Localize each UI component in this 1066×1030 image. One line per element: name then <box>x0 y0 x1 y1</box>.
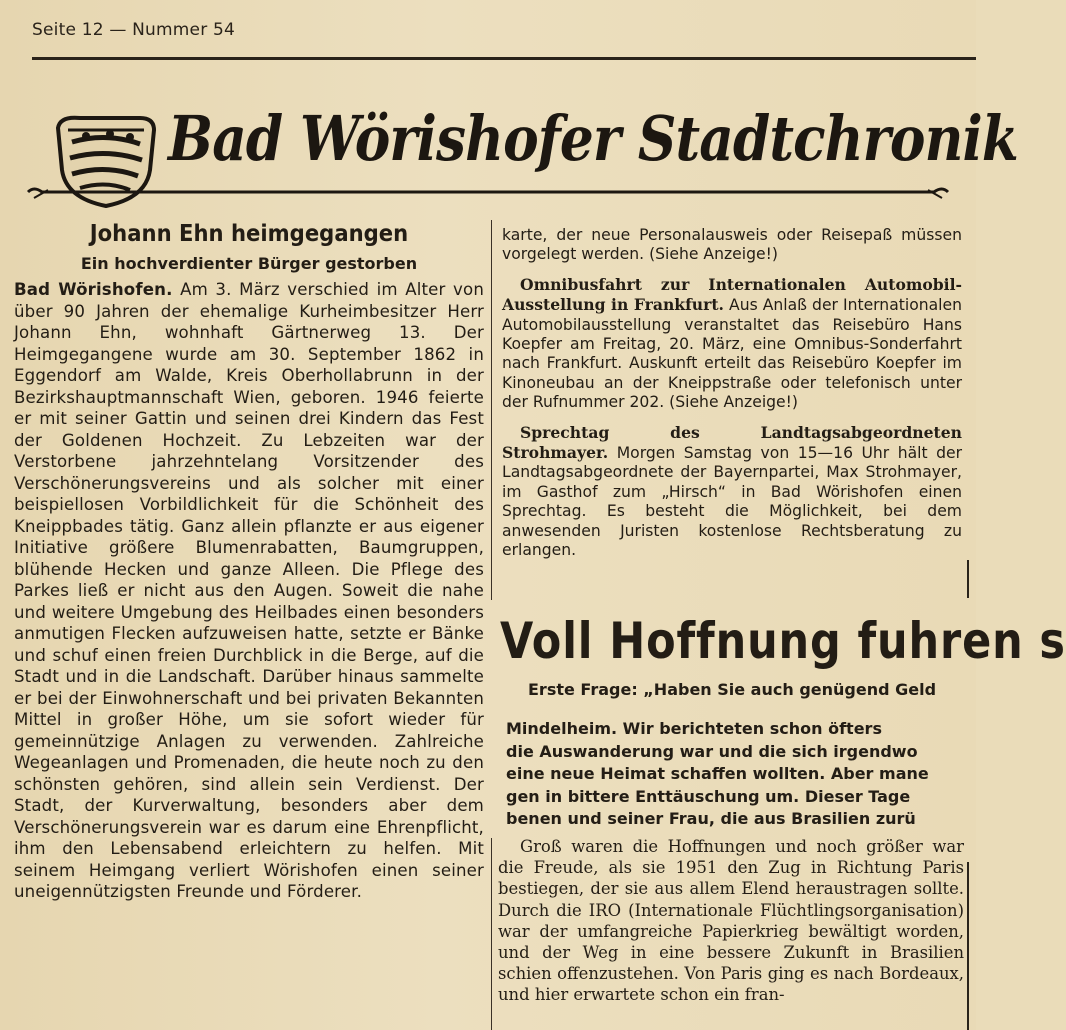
notice-bus-trip-heading: Omnibusfahrt zur Internationalen Automobil-Ausstellung in Frankfurt. <box>502 274 962 315</box>
notice-consultation-day <box>502 423 962 561</box>
masthead <box>28 100 1019 210</box>
article-body <box>14 279 484 903</box>
column-edge-rule <box>967 560 969 598</box>
article-dateline: Bad Wörishofen. <box>14 280 173 299</box>
article-subheadline: Ein hochverdienter Bürger gestorben <box>80 254 418 273</box>
notice-consultation-body: Morgen Samstag von 15—16 Uhr hält der Landtagsabgeordnete der Bayernpartei, Max Strohmayer, im Gasthof zum „Hirsch“ in Bad Wörishofen einen Sprechtag. Es besteht die Möglichkeit, bei dem anwesenden Juristen kostenlose Rechtsberatung zu erlangen. <box>502 444 962 560</box>
article-body-text: Am 3. März verschied im Alter von über 90 Jahren der ehemalige Kurheimbesitzer Herr Johann Ehn, wohnhaft Gärtnerweg 13. Der Heimgegangene wurde am 30. September 1862 in Eggendorf am Walde, Kreis Oberhollabrunn in der Bezirkshauptmannschaft Wien, geboren. 1946 feierte er mit seiner Gattin und seinen drei Kindern das Fest der Goldenen Hochzeit. Zu Lebzeiten war der Verstorbene jahrzehntelang Vorsitzender des Verschönerungsvereins und als solcher mit einer beispiellosen Vorbildlichkeit für die Schönheit des Kneippbades tätig. Ganz allein pflanzte er aus eigener Initiative größere Blumenrabatten, Baumgruppen, blühende Hecken und ganze Alleen. Die Pflege des Parkes ließ er nicht aus den Augen. Soweit die nahe und weitere Umgebung des Heilbades einen besonders anmutigen Flecken aufzuweisen hatte, setzte er Bänke und schuf einen freien Durchblick in die Berge, auf die Stadt und in die Landschaft. Darüber hinaus sammelte er bei der Einwohnerschaft und bei privaten Bekannten Mittel in großer Höhe, um sie sofort wieder für gemeinnützige Anlagen zu verwenden. Zahlreiche Wegeanlagen und Promenaden, die heute noch zu den schönsten gehören, sind allein sein Verdienst. Der Stadt, der Kurverwaltung, besonders aber dem Verschönerungsverein war es darum eine Ehrenpflicht, ihm den Lebensabend erleichtern zu helfen. Mit seinem Heimgang verliert Wörishofen einen seiner uneigennützigsten Freunde und Förderer. <box>14 280 484 901</box>
lede-line: die Auswanderung war und die sich irgendwo <box>506 741 918 761</box>
column-divider-lower <box>491 838 492 1030</box>
notice-consultation-heading: Sprechtag des Landtagsabgeordneten Strohmayer. <box>502 422 962 463</box>
article-headline: Johann Ehn heimgegangen <box>89 221 409 247</box>
lede-line: eine neue Heimat schaffen wollten. Aber mane <box>506 764 929 783</box>
second-article-lede <box>506 718 1006 831</box>
lede-line: benen und seiner Frau, die aus Brasilien zurü <box>506 809 916 828</box>
page-number-header: Seite 12 — Nummer 54 <box>32 20 236 40</box>
right-column-notices <box>502 226 962 561</box>
continuation-text: karte, der neue Personalausweis oder Reisepaß müssen vorgelegt werden. (Siehe Anzeige!) <box>502 226 962 264</box>
column-edge-rule-lower <box>967 862 969 1030</box>
lede-line: gen in bittere Enttäuschung um. Dieser Tage <box>506 786 911 806</box>
second-article-paragraph: Groß waren die Hoffnungen und noch größer war die Freude, als sie 1951 den Zug in Richtung Paris bestiegen, der sie aus allem Elend heraustragen sollte. Durch die IRO (Internationale Flüchtlingsorganisation) war der umfangreiche Papierkrieg bewältigt worden, und der Weg in eine bessere Zukunft in Brasilien schien offenzustehen. Von Paris ging es nach Bordeaux, und hier erwartete schon ein fran- <box>498 837 964 1005</box>
notice-bus-trip <box>502 275 962 413</box>
notice-bus-trip-body: Aus Anlaß der Internationalen Automobilausstellung veranstaltet das Reisebüro Hans Koepfer am Freitag, 20. März, eine Omnibus-Sonderfahrt nach Frankfurt. Auskunft erteilt das Reisebüro Koepfer im Kinoneubau an der Kneippstraße oder telefonisch unter der Rufnummer 202. (Siehe Anzeige!) <box>502 296 962 412</box>
masthead-ornament-rule <box>28 182 948 204</box>
second-article-headline: Voll Hoffnung fuhren s <box>500 612 1066 670</box>
second-article-question: Erste Frage: „Haben Sie auch genügend Geld <box>528 680 937 699</box>
header-rule <box>32 57 976 60</box>
left-column-article <box>14 220 484 903</box>
masthead-title: Bad Wörishofer Stadtchronik <box>168 102 1019 175</box>
second-article-body <box>498 836 964 1006</box>
column-divider <box>491 220 492 600</box>
lede-line: Mindelheim. Wir berichteten schon öfters <box>506 719 882 738</box>
